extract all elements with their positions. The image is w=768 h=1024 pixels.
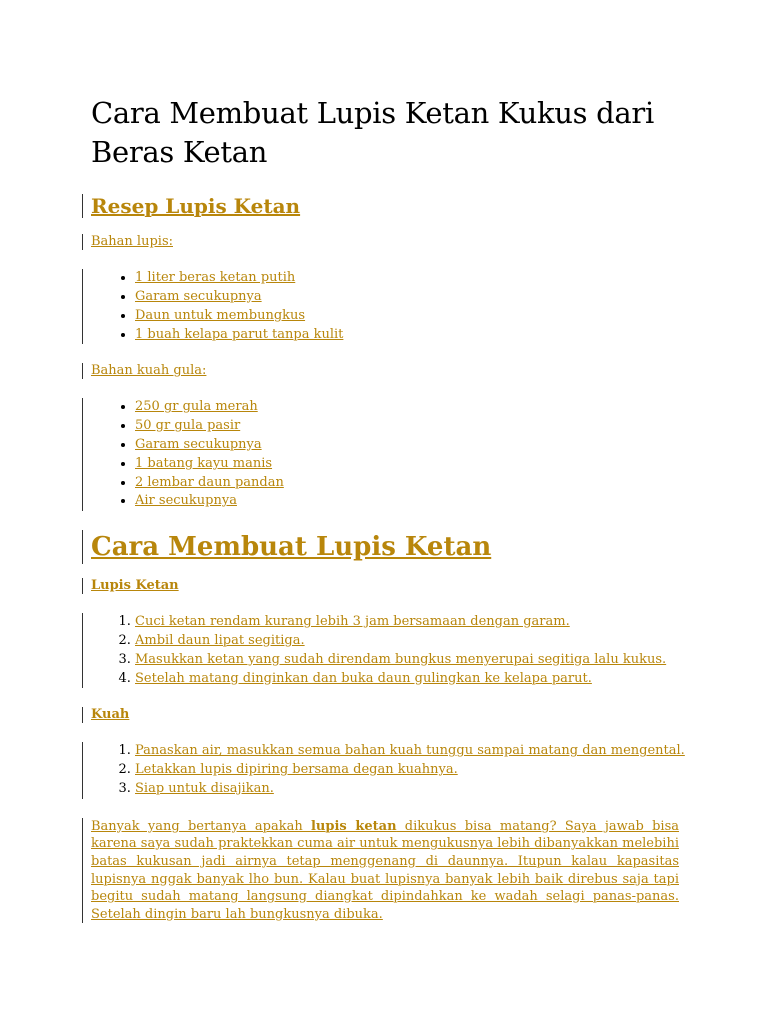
bahan-lupis-label-link[interactable]: Bahan lupis: <box>91 234 173 250</box>
list-item <box>135 307 691 326</box>
recipe-heading-link[interactable]: Resep Lupis Ketan <box>91 194 301 219</box>
ingredient-link[interactable]: Garam secukupnya <box>135 289 262 305</box>
closing-text-start: Banyak yang bertanya apakah <box>91 818 311 834</box>
closing-paragraph-link[interactable] <box>91 819 679 922</box>
ingredient-link[interactable]: Daun untuk membungkus <box>135 307 306 323</box>
list-item <box>135 632 691 651</box>
step-link[interactable]: Siap untuk disajikan. <box>135 781 274 797</box>
list-item <box>135 326 691 345</box>
ingredient-link[interactable]: 250 gr gula merah <box>135 399 258 415</box>
document-title: Cara Membuat Lupis Ketan Kukus dari Beras Ketan <box>91 96 654 170</box>
list-item <box>135 613 691 632</box>
closing-bold-keyword: lupis ketan <box>310 818 397 834</box>
closing-paragraph <box>91 818 679 924</box>
step-link[interactable]: Cuci ketan rendam kurang lebih 3 jam bersamaan dengan garam. <box>135 614 570 630</box>
list-item <box>135 670 691 689</box>
ingredient-link[interactable]: 1 buah kelapa parut tanpa kulit <box>135 326 344 342</box>
ingredient-link[interactable]: Garam secukupnya <box>135 437 262 453</box>
lupis-steps-label <box>91 578 691 594</box>
document-page <box>91 94 691 923</box>
bahan-kuah-list <box>91 398 691 511</box>
ingredient-link[interactable]: 1 liter beras ketan putih <box>135 270 296 286</box>
bahan-lupis-list <box>91 269 691 344</box>
lupis-steps-label-link[interactable]: Lupis Ketan <box>91 578 179 594</box>
kuah-steps-label-link[interactable]: Kuah <box>91 707 130 723</box>
step-link[interactable]: Panaskan air, masukkan semua bahan kuah tunggu sampai matang dan mengental. <box>135 743 685 759</box>
closing-text-end: dikukus bisa matang? Saya jawab bisa karena saya sudah praktekkan cuma air untuk mengukusnya lebih dibanyakkan melebihi batas kukusan jadi airnya tetap menggenang di daunnya. Itupun kalau kapasitas lupisnya nggak banyak lho bun. Kalau buat lupisnya banyak lebih baik direbus saja tapi begitu sudah matang langsung diangkat dipindahkan ke wadah selagi panas-panas. Setelah dingin baru lah bungkusnya dibuka. <box>91 818 680 922</box>
ingredient-link[interactable]: 2 lembar daun pandan <box>135 474 284 490</box>
method-heading-link[interactable]: Cara Membuat Lupis Ketan <box>91 532 492 563</box>
list-item <box>135 288 691 307</box>
list-item <box>135 398 691 417</box>
step-link[interactable]: Ambil daun lipat segitiga. <box>135 633 305 649</box>
bahan-kuah-label <box>91 363 691 379</box>
step-link[interactable]: Masukkan ketan yang sudah direndam bungkus menyerupai segitiga lalu kukus. <box>135 651 667 667</box>
method-heading <box>91 530 691 564</box>
list-item <box>135 436 691 455</box>
list-item <box>135 417 691 436</box>
kuah-steps-label <box>91 707 691 723</box>
step-link[interactable]: Letakkan lupis dipiring bersama degan kuahnya. <box>135 762 458 778</box>
ingredient-link[interactable]: 1 batang kayu manis <box>135 455 273 471</box>
list-item <box>135 492 691 511</box>
list-item <box>135 455 691 474</box>
list-item <box>135 474 691 493</box>
bahan-lupis-label <box>91 234 691 250</box>
step-link[interactable]: Setelah matang dinginkan dan buka daun gulingkan ke kelapa parut. <box>135 670 592 686</box>
list-item <box>135 761 691 780</box>
list-item <box>135 651 691 670</box>
ingredient-link[interactable]: Air secukupnya <box>135 493 237 509</box>
recipe-heading <box>91 194 691 218</box>
lupis-steps-list <box>91 613 691 688</box>
kuah-steps-list <box>91 742 691 798</box>
list-item <box>135 742 691 761</box>
ingredient-link[interactable]: 50 gr gula pasir <box>135 418 241 434</box>
list-item <box>135 269 691 288</box>
bahan-kuah-label-link[interactable]: Bahan kuah gula: <box>91 363 207 379</box>
list-item <box>135 780 691 799</box>
